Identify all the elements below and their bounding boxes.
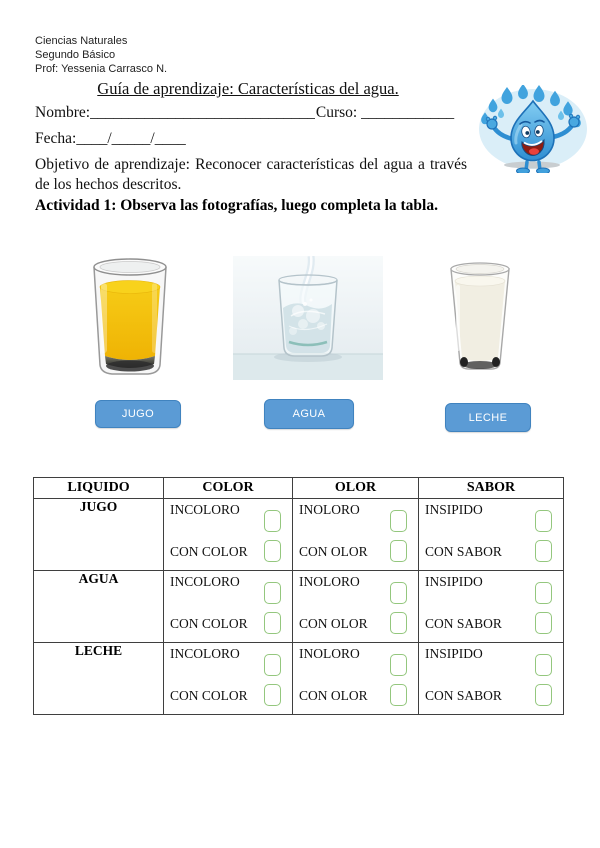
checkbox-leche-insipido[interactable]	[535, 654, 552, 676]
option-label: CON OLOR	[299, 615, 368, 631]
option-label: INOLORO	[299, 646, 360, 661]
fecha-label: Fecha:	[35, 130, 77, 147]
water-glass-image	[233, 256, 383, 380]
option-label: CON COLOR	[170, 687, 248, 703]
activity-title: Actividad 1: Observa las fotografías, luego completa la tabla.	[35, 197, 438, 214]
milk-glass-image	[447, 261, 513, 375]
table-header-row	[34, 478, 564, 499]
fecha-blank-line[interactable]: ____/_____/____	[76, 130, 186, 147]
table-row-jugo	[34, 499, 564, 571]
agua-button[interactable]: AGUA	[264, 399, 354, 429]
characteristics-table	[33, 477, 564, 715]
leche-button[interactable]: LECHE	[445, 403, 531, 432]
checkbox-agua-insipido[interactable]	[535, 582, 552, 604]
water-drop-mascot-icon	[473, 85, 597, 173]
doc-header	[35, 34, 167, 76]
option-label: CON SABOR	[425, 615, 502, 631]
curso-label: Curso:	[315, 104, 358, 121]
checkbox-jugo-incoloro[interactable]	[264, 510, 281, 532]
checkbox-agua-con-olor[interactable]	[390, 612, 407, 634]
nombre-blank-line[interactable]: _____________________________	[90, 104, 315, 121]
option-label: CON COLOR	[170, 615, 248, 631]
checkbox-leche-con-sabor[interactable]	[535, 684, 552, 706]
option-label: CON SABOR	[425, 687, 502, 703]
column-header-olor: OLOR	[293, 478, 419, 499]
jugo-button[interactable]: JUGO	[95, 400, 181, 428]
grade-level: Segundo Básico	[35, 49, 116, 61]
checkbox-leche-inoloro[interactable]	[390, 654, 407, 676]
table-row-agua	[34, 571, 564, 643]
option-label: INOLORO	[299, 502, 360, 517]
juice-glass-image	[88, 257, 172, 381]
checkbox-leche-con-color[interactable]	[264, 684, 281, 706]
checkbox-agua-inoloro[interactable]	[390, 582, 407, 604]
column-header-color: COLOR	[164, 478, 293, 499]
option-label: INCOLORO	[170, 646, 240, 661]
curso-blank-line[interactable]: ____________	[357, 104, 455, 121]
checkbox-agua-con-color[interactable]	[264, 612, 281, 634]
option-label: CON OLOR	[299, 687, 368, 703]
teacher-name: Prof: Yessenia Carrasco N.	[35, 63, 168, 75]
option-label: INSIPIDO	[425, 502, 483, 517]
option-label: INSIPIDO	[425, 574, 483, 589]
checkbox-leche-con-olor[interactable]	[390, 684, 407, 706]
checkbox-jugo-con-color[interactable]	[264, 540, 281, 562]
name-course-row	[35, 104, 475, 122]
option-label: CON COLOR	[170, 543, 248, 559]
liquid-name: AGUA	[34, 571, 164, 643]
option-label: INCOLORO	[170, 502, 240, 517]
option-label: CON OLOR	[299, 543, 368, 559]
option-label: INSIPIDO	[425, 646, 483, 661]
course-name: Ciencias Naturales	[35, 35, 128, 47]
checkbox-jugo-insipido[interactable]	[535, 510, 552, 532]
option-label: INCOLORO	[170, 574, 240, 589]
checkbox-agua-incoloro[interactable]	[264, 582, 281, 604]
liquid-name: LECHE	[34, 643, 164, 715]
liquid-name: JUGO	[34, 499, 164, 571]
option-label: CON SABOR	[425, 543, 502, 559]
checkbox-jugo-inoloro[interactable]	[390, 510, 407, 532]
column-header-liquido: LIQUIDO	[34, 478, 164, 499]
table-row-leche	[34, 643, 564, 715]
checkbox-leche-incoloro[interactable]	[264, 654, 281, 676]
nombre-label: Nombre:	[35, 104, 91, 121]
checkbox-jugo-con-olor[interactable]	[390, 540, 407, 562]
checkbox-jugo-con-sabor[interactable]	[535, 540, 552, 562]
learning-objective: Objetivo de aprendizaje: Reconocer características del agua a través de los hechos descritos.	[35, 156, 467, 193]
column-header-sabor: SABOR	[419, 478, 564, 499]
date-row	[35, 130, 475, 148]
option-label: INOLORO	[299, 574, 360, 589]
page-title: Guía de aprendizaje: Características del agua.	[97, 79, 399, 98]
checkbox-agua-con-sabor[interactable]	[535, 612, 552, 634]
